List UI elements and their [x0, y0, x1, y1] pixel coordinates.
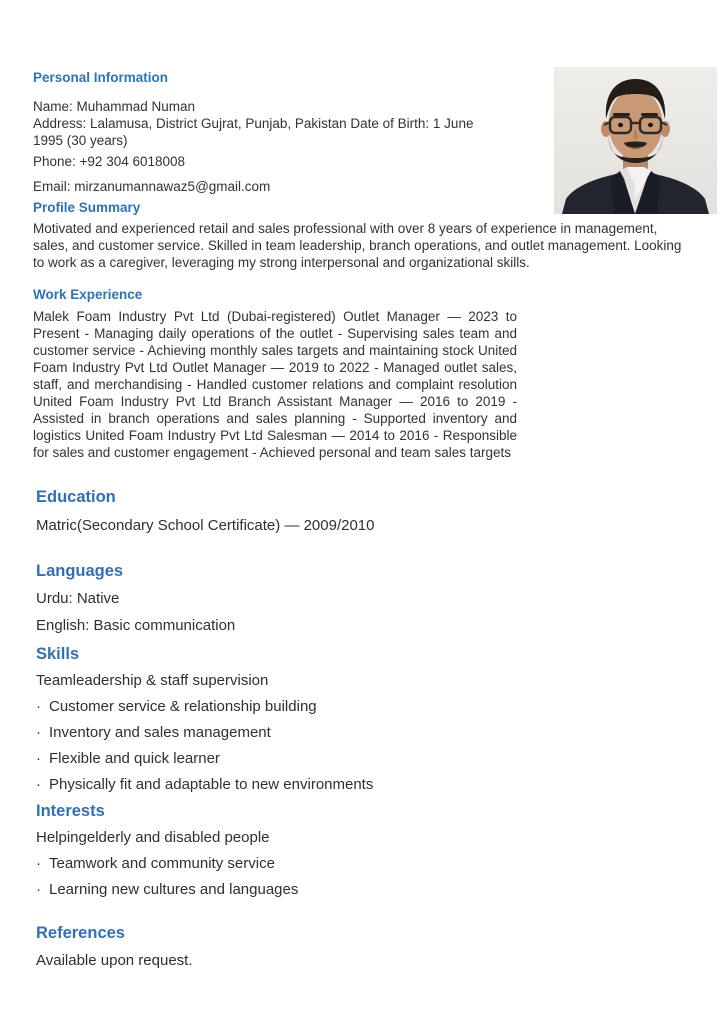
skill-item-text: Physically fit and adaptable to new environments [49, 776, 374, 793]
references-heading: References [36, 924, 125, 942]
interest-item [36, 881, 694, 899]
education-heading: Education [36, 488, 116, 506]
interest-item-text: Learning new cultures and languages [49, 881, 299, 898]
section-references [36, 924, 694, 970]
languages-heading: Languages [36, 562, 124, 580]
interests-heading: Interests [36, 802, 105, 820]
skill-item [36, 698, 694, 716]
skill-item-text: Inventory and sales management [49, 724, 271, 741]
resume-content [33, 70, 694, 970]
section-interests [36, 802, 694, 899]
section-personal-information [33, 70, 694, 195]
skill-item-text: Customer service & relationship building [49, 698, 317, 715]
bullet-dot: · [36, 750, 41, 767]
language-item-urdu: Urdu: Native [36, 590, 120, 607]
skill-item [36, 776, 694, 794]
work-experience-heading: Work Experience [33, 287, 143, 302]
personal-address-line-1: Address: Lalamusa, District Gujrat, Punjab, Pakistan Date of Birth: 1 June [33, 116, 474, 131]
section-profile-summary [33, 200, 694, 271]
bullet-dot: · [36, 698, 41, 715]
skill-item-text: Flexible and quick learner [49, 750, 220, 767]
personal-name-line: Name: Muhammad Numan [33, 99, 196, 114]
skills-lead-item: Teamleadership & staff supervision [36, 672, 269, 689]
interest-item [36, 855, 694, 873]
education-text: Matric(Secondary School Certificate) — 2009/2010 [36, 517, 375, 534]
personal-phone-line: Phone: +92 304 6018008 [33, 154, 186, 169]
interests-lead-item: Helpingelderly and disabled people [36, 829, 270, 846]
profile-summary-heading: Profile Summary [33, 200, 141, 215]
bullet-dot: · [36, 855, 41, 872]
resume-lower-sections [33, 488, 694, 970]
personal-information-heading: Personal Information [33, 70, 169, 85]
section-languages [36, 562, 694, 635]
section-work-experience [33, 287, 694, 461]
references-text: Available upon request. [36, 952, 193, 969]
work-experience-text: Malek Foam Industry Pvt Ltd (Dubai-registered) Outlet Manager — 2023 to Present - Managing daily operations of the outlet - Supervising sales team and customer service - Achieving monthly sales targets and maintaining stock United Foam Industry Pvt Ltd Outlet Manager — 2019 to 2022 - Managed outlet sales, staff, and merchandising - Handled customer relations and complaint resolution United Foam Industry Pvt Ltd Branch Assistant Manager — 2016 to 2019 - Assisted in branch operations and sales planning - Supported inventory and logistics United Foam Industry Pvt Ltd Salesman — 2014 to 2016 - Responsible for sales and customer engagement - Achieved personal and team sales targets [33, 309, 517, 460]
language-item-english: English: Basic communication [36, 617, 236, 634]
personal-email-line: Email: mirzanumannawaz5@gmail.com [33, 179, 271, 194]
interest-item-text: Teamwork and community service [49, 855, 275, 872]
skill-item [36, 724, 694, 742]
section-skills [36, 645, 694, 794]
personal-address-line-2: 1995 (30 years) [33, 133, 128, 148]
bullet-dot: · [36, 776, 41, 793]
section-education [36, 488, 694, 535]
bullet-dot: · [36, 881, 41, 898]
profile-summary-text: Motivated and experienced retail and sales professional with over 8 years of experience in management, sales, and customer service. Skilled in team leadership, branch operations, and outlet management. Looking to work as a caregiver, leveraging my strong interpersonal and organizational skills. [33, 221, 682, 270]
bullet-dot: · [36, 724, 41, 741]
skills-heading: Skills [36, 645, 80, 663]
skill-item [36, 750, 694, 768]
